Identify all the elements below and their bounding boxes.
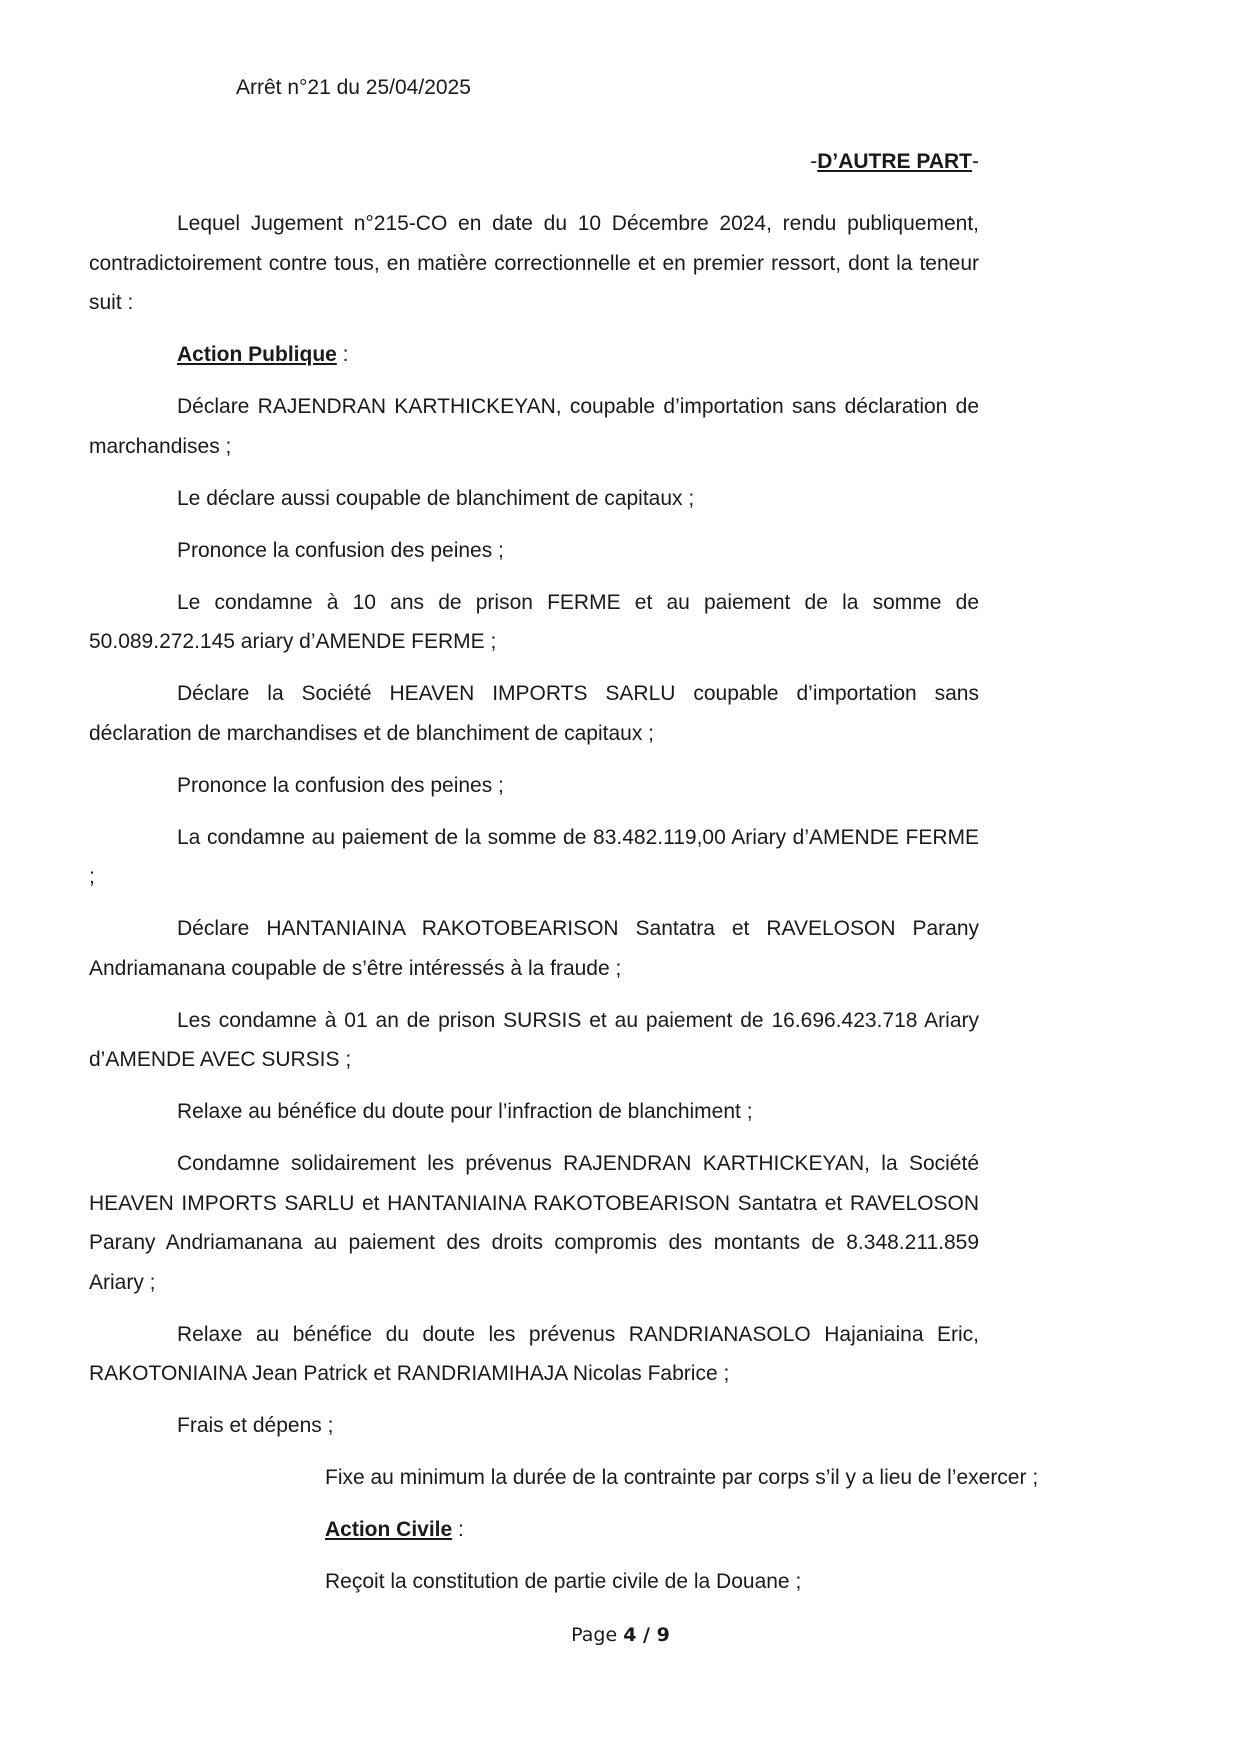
action-civile-colon: : (452, 1518, 464, 1541)
paragraph-condamne-societe: La condamne au paiement de la somme de 83.482.119,00 Ariary d’AMENDE FERME ; (89, 825, 979, 888)
page-total: 9 (656, 1624, 670, 1646)
paragraph-contrainte: Fixe au minimum la durée de la contrainte par corps s’il y a lieu de l’exercer ; (325, 1466, 1039, 1489)
paragraph-blanchiment: Le déclare aussi coupable de blanchiment de capitaux ; (177, 486, 695, 510)
paragraph-condamne-rajendran: Le condamne à 10 ans de prison FERME et au paiement de la somme de 50.089.272.145 ariary d’AMENDE FERME ; (89, 590, 979, 653)
paragraph-condamne-sursis: Les condamne à 01 an de prison SURSIS et au paiement de 16.696.423.718 Ariary d’AMENDE AVEC SURSIS ; (89, 1008, 979, 1071)
action-civile-heading (325, 1510, 979, 1550)
paragraph-partie-civile: Reçoit la constitution de partie civile de la Douane ; (325, 1570, 802, 1593)
paragraph-declare-societe: Déclare la Société HEAVEN IMPORTS SARLU coupable d’importation sans déclaration de marchandises et de blanchiment de capitaux ; (89, 682, 979, 745)
action-publique-colon: : (336, 343, 349, 366)
paragraph-frais-depens: Frais et dépens ; (177, 1414, 334, 1437)
party-label-prefix: - (810, 150, 818, 173)
page-footer (0, 1622, 1241, 1648)
paragraph-declare-rajendran: Déclare RAJENDRAN KARTHICKEYAN, coupable d’importation sans déclaration de marchandises ; (89, 395, 979, 458)
page-current: 4 (623, 1624, 637, 1646)
paragraph-relaxe-prevenus: Relaxe au bénéfice du doute les prévenus RANDRIANASOLO Hajaniaina Eric, RAKOTONIAINA Jean Patrick et RANDRIAMIHAJA Nicolas Fabrice ; (89, 1322, 979, 1385)
decision-reference: Arrêt n°21 du 25/04/2025 (236, 76, 471, 99)
action-publique-heading (89, 335, 979, 375)
paragraph-condamne-solidairement: Condamne solidairement les prévenus RAJENDRAN KARTHICKEYAN, la Société HEAVEN IMPORTS SARLU et HANTANIAINA RAKOTOBEARISON Santatra et RAVELOSON Parany Andriamanana au paiement des droits compromis des montants de 8.348.211.859 Ariary ; (89, 1152, 979, 1294)
action-civile-title: Action Civile (325, 1518, 453, 1541)
party-label-suffix: - (972, 150, 979, 173)
party-label-text: D’AUTRE PART (817, 150, 972, 173)
party-section-label (810, 148, 979, 176)
paragraph-declare-hantaniaina: Déclare HANTANIAINA RAKOTOBEARISON Santatra et RAVELOSON Parany Andriamanana coupable de s’être intéressés à la fraude ; (89, 917, 979, 980)
action-publique-title: Action Publique (177, 343, 337, 366)
page-word: Page (571, 1624, 624, 1646)
document-body (89, 204, 1039, 1614)
paragraph-confusion-1: Prononce la confusion des peines ; (177, 538, 504, 562)
page-separator: / (636, 1624, 657, 1646)
paragraph-relaxe-blanchiment: Relaxe au bénéfice du doute pour l’infraction de blanchiment ; (177, 1100, 753, 1123)
intro-paragraph: Lequel Jugement n°215-CO en date du 10 Décembre 2024, rendu publiquement, contradictoirement contre tous, en matière correctionnelle et en premier ressort, dont la teneur suit : (89, 212, 979, 314)
paragraph-confusion-2: Prononce la confusion des peines ; (177, 773, 504, 797)
